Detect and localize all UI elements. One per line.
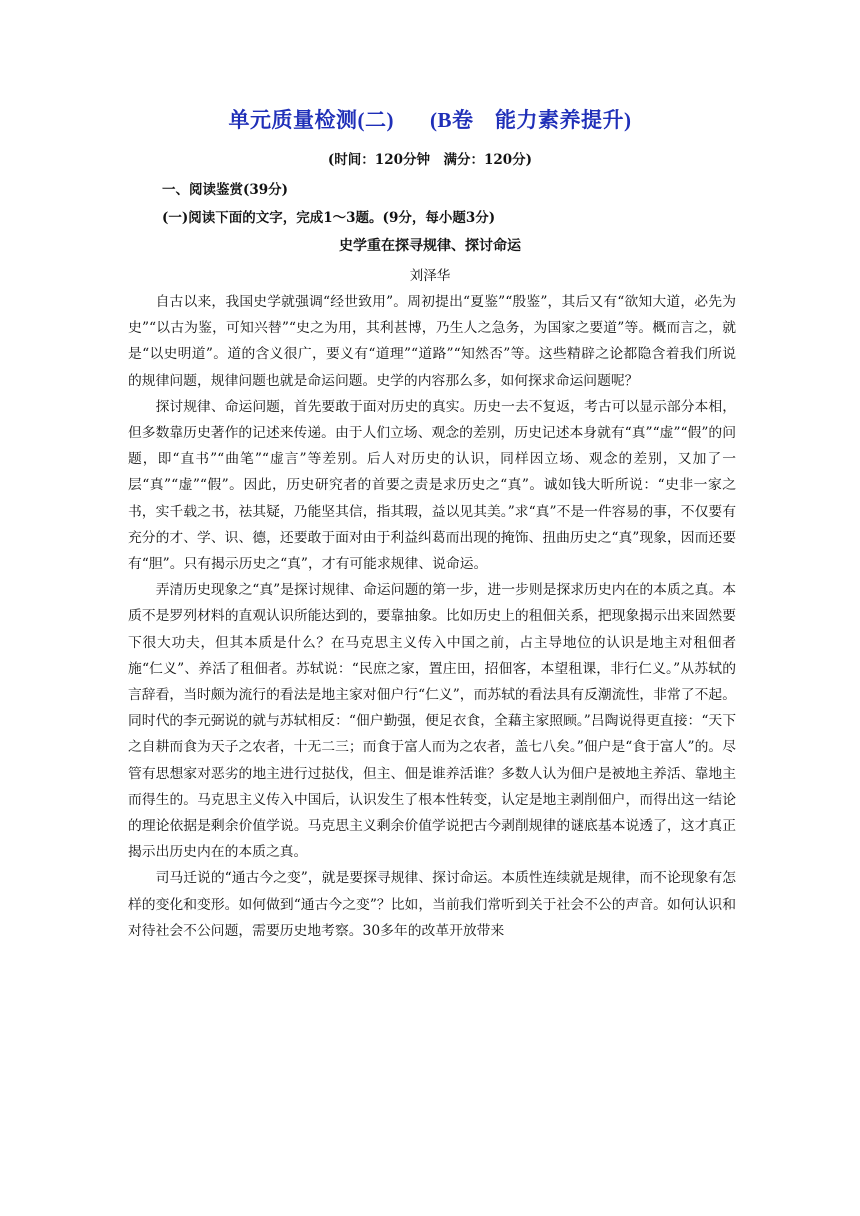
paragraph: 弄清历史现象之“真”是探讨规律、命运问题的第一步，进一步则是探求历史内在的本质之真。本质不是罗列材料的直观认识所能达到的，要靠抽象。比如历史上的租佃关系，把现象揭示出来固然要下很大功夫，但其本质是什么？在马克思主义传入中国之前，占主导地位的认识是地主对租佃者施“仁义”、养活了租佃者。苏轼说：“民庶之家，置庄田，招佃客，本望租课，非行仁义。”从苏轼的言辞看，当时颇为流行的看法是地主家对佃户行“仁义”，而苏轼的看法具有反潮流性，非常了不起。同时代的李元弼说的就与苏轼相反：“佃户勤强，便足衣食，全藉主家照顾。”吕陶说得更直接：“天下之自耕而食为天子之农者，十无二三；而食于富人而为之农者，盖七八矣。”佃户是“食于富人”的。尽管有思想家对恶劣的地主进行过挞伐，但主、佃是谁养活谁？多数人认为佃户是被地主养活、靠地主而得生的。马克思主义传入中国后，认识发生了根本性转变，认定是地主剥削佃户，而得出这一结论的理论依据是剩余价值学说。马克思主义剩余价值学说把古今剥削规律的谜底基本说透了，这才真正揭示出历史内在的本质之真。 (128, 582, 736, 861)
article-author: 刘泽华 (409, 268, 451, 284)
paragraph: 探讨规律、命运问题，首先要敢于面对历史的真实。历史一去不复返，考古可以显示部分本相，但多数靠历史著作的记述来传递。由于人们立场、观念的差别，历史记述本身就有“真”“虚”“假”的问题，即“直书”“曲笔”“虚言”等差别。后人对历史的认识，同样因立场、观念的差别，又加了一层“真”“虚”“假”。因此，历史研究者的首要之责是求历史之“真”。诚如钱大昕所说：“史非一家之书，实千载之书，祛其疑，乃能坚其信，指其瑕，益以见其美。”求“真”不是一件容易的事，不仅要有充分的才、学、识、德，还要敢于面对由于利益纠葛而出现的掩饰、扭曲历史之“真”现象，因而还要有“胆”。只有揭示历史之“真”，才有可能求规律、说命运。 (128, 398, 736, 573)
document-title (0, 104, 860, 134)
article-title: 史学重在探寻规律、探讨命运 (339, 238, 521, 254)
title-main: 单元质量检测(二) (228, 108, 394, 132)
paragraph: 自古以来，我国史学就强调“经世致用”。周初提出“夏鉴”“殷鉴”，其后又有“欲知大道，必先为史”“以古为鉴，可知兴替”“史之为用，其利甚博，乃生人之急务，为国家之要道”等。概而言之，就是“以史明道”。道的含义很广，要义有“道理”“道路”“知然否”等。这些精辟之论都隐含着我们所说的规律问题，规律问题也就是命运问题。史学的内容那么多，如何探求命运问题呢？ (128, 294, 736, 389)
title-sub: (B卷 能力素养提升) (430, 108, 632, 132)
paragraph: 司马迁说的“通古今之变”，就是要探寻规律、探讨命运。本质性连续就是规律，而不论现象有怎样的变化和变形。如何做到“通古今之变”？比如，当前我们常听到关于社会不公的声音。如何认识和对待社会不公问题，需要历史地考察。30多年的改革开放带来 (128, 870, 736, 939)
section-heading: 一、阅读鉴赏(39分) (162, 182, 289, 198)
subsection-heading: (一)阅读下面的文字，完成1～3题。(9分，每小题3分) (162, 210, 496, 226)
article-body (128, 289, 736, 944)
exam-time-info: (时间：120分钟 满分：120分) (327, 152, 533, 168)
